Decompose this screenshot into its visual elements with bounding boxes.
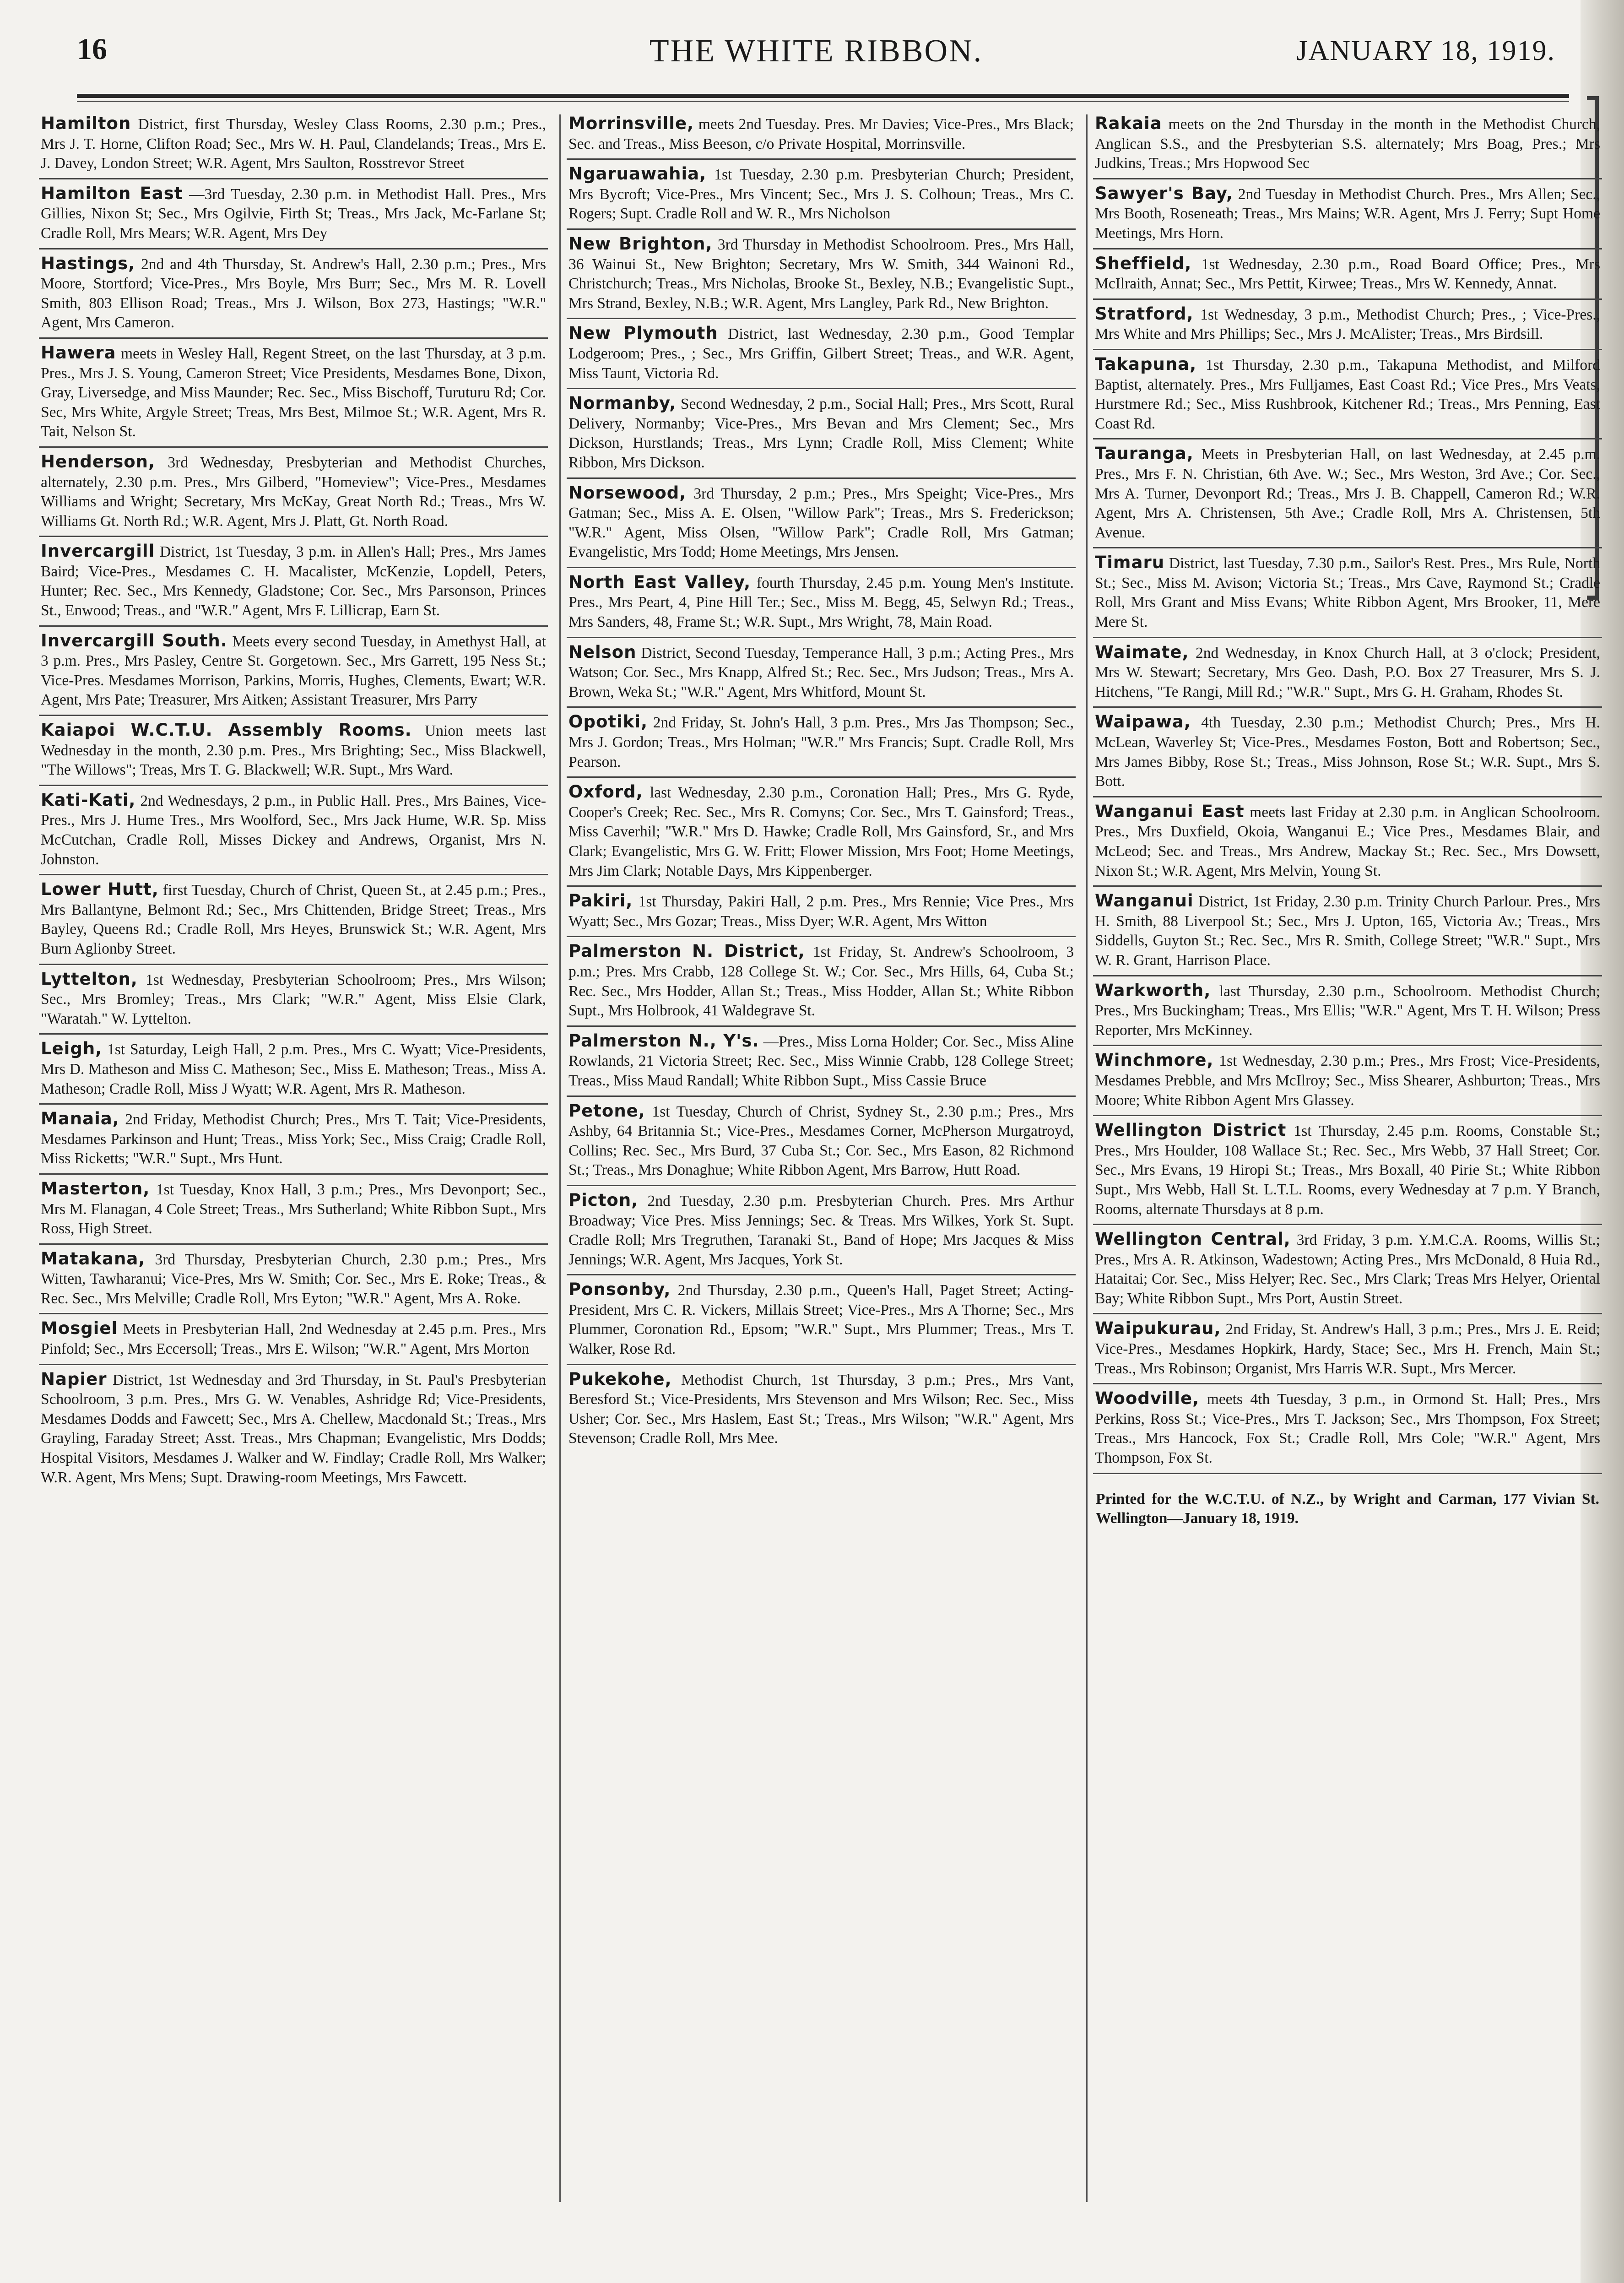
branch-details: 2nd Wednesday, in Knox Church Hall, at 3 o'clock; President, Mrs W. Stewart; Secretary, Mrs Geo. Dash, P.O. Box 27 Treasurer, Mrs S. J. Hitchens, "Te Rangi, Mill Rd.; "W.R." Supt., Mrs G. H. Graham, Rhodes St. [1095, 644, 1600, 700]
branch-name: Napier [41, 1369, 107, 1389]
branch-name: Kati-Kati, [41, 790, 136, 810]
branch-name: North East Valley, [568, 572, 751, 592]
branch-name: Woodville, [1095, 1388, 1200, 1409]
branch-name: Petone, [568, 1101, 645, 1121]
branch-details: Second Wednesday, 2 p.m., Social Hall; Pres., Mrs Scott, Rural Delivery, Normanby; Vice-Pres., Mrs Bevan and Mrs Clement; Sec., Mrs Dickson, Hurstlands; Treas., Mrs Lynn; Cradle Roll, Miss Clement; White Ribbon, Mrs Dickson. [568, 396, 1074, 471]
branch-entry [567, 112, 1076, 160]
branch-entry [567, 1278, 1076, 1365]
column-divider [1086, 114, 1088, 2202]
branch-entry [39, 878, 548, 965]
branch-entry [39, 719, 548, 786]
branch-details: 2nd Tuesday, 2.30 p.m. Presbyterian Church. Pres. Mrs Arthur Broadway; Vice Pres. Miss Jennings; Sec. & Treas. Mrs Wilkes, York St. Supt. Cradle Roll; Mrs Tregruthen, Taranaki St., Band of Hope; Mrs Jacques & Miss Jennings; W.R. Agent, Mrs Jacques, York St. [568, 1192, 1074, 1268]
branch-details: 1st Tuesday, Church of Christ, Sydney St., 2.30 p.m.; Pres., Mrs Ashby, 64 Britannia St.; Vice-Pres., Mesdames Corner, McPherson Murgatroyd, Collins; Rec. Sec., Mrs Burd, 37 Cuba St.; Cor. Sec., Mrs Eason, 82 Richmond St.; Treas., Mrs Donaghue; White Ribbon Agent, Mrs Barrow, Hutt Road. [568, 1103, 1074, 1179]
branch-entry [1093, 710, 1602, 797]
branch-entry [567, 889, 1076, 937]
branch-entry [1093, 182, 1602, 249]
branch-name: Wellington District [1095, 1120, 1287, 1140]
branch-entry [1093, 353, 1602, 439]
branch-name: Norsewood, [568, 483, 687, 503]
branch-entry [39, 1037, 548, 1105]
branch-name: Wanganui East [1095, 801, 1245, 821]
branch-name: Warkworth, [1095, 980, 1211, 1000]
branch-name: Waipawa, [1095, 712, 1191, 732]
branch-details: 2nd Thursday, 2.30 p.m., Queen's Hall, Paget Street; Acting-President, Mrs C. R. Vickers, Millais Street; Vice-Pres., Mrs A Thorne; Sec., Mrs Plummer, Coronation Rd., Epsom; "W.R." Supt., Mrs Plummer; Treas., Mrs T. Walker, Rose Rd. [568, 1282, 1074, 1358]
branch-details: meets 4th Tuesday, 3 p.m., in Ormond St. Hall; Pres., Mrs Perkins, Ross St.; Vice-Pres., Mrs T. Jackson; Sec., Mrs Thompson, Fox Street; Treas., Mrs Hancock, Fox St.; Cradle Roll, Mrs Cole; "W.R." Agent, Mrs Thompson, Fox St. [1095, 1391, 1601, 1467]
branch-entry [567, 710, 1076, 778]
branch-entry [1093, 442, 1602, 548]
column-2 [567, 112, 1076, 2195]
branch-entry [39, 450, 548, 537]
branch-entry [1093, 800, 1602, 887]
branch-details: District, 1st Friday, 2.30 p.m. Trinity Church Parlour. Pres., Mrs H. Smith, 88 Liverpool St.; Sec., Mrs J. Upton, 165, Victoria Av.; Treas., Mrs Siddells, Guyton St.; Rec. Sec., Mrs R. Smith, College Street; "W.R." Supt., Mrs W. R. Grant, Harrison Place. [1095, 893, 1600, 969]
branch-entry [39, 252, 548, 339]
branch-entry [39, 182, 548, 249]
branch-name: Pakiri, [568, 891, 633, 911]
branch-name: Hamilton [41, 114, 131, 133]
branch-entry [1093, 303, 1602, 350]
branch-details: 3rd Wednesday, Presbyterian and Methodist Churches, alternately, 2.30 p.m. Pres., Mrs Gilberd, "Homeview"; Vice-Pres., Mesdames Williams and Wright; Secretary, Mrs McKay, Great North Rd.; Treas., Mrs W. Williams Gt. North Rd.; W.R. Agent, Mrs J. Platt, Gt. North Road. [41, 454, 546, 530]
page-title: THE WHITE RIBBON. [649, 33, 983, 69]
branch-details: 1st Wednesday, 2.30 p.m., Road Board Office; Pres., Mrs McIlraith, Annat; Sec., Mrs Pettit, Kirwee; Treas., Mrs W. Kennedy, Annat. [1095, 255, 1600, 293]
branch-details: 1st Wednesday, Presbyterian Schoolroom; Pres., Mrs Wilson; Sec., Mrs Bromley; Treas., Mrs Clark; "W.R." Agent, Miss Elsie Clark, "Waratah." W. Lyttelton. [41, 971, 547, 1027]
branch-name: Sawyer's Bay, [1095, 183, 1234, 203]
branch-details: 1st Wednesday, 3 p.m., Methodist Church; Pres., ; Vice-Pres., Mrs White and Mrs Phillips; Sec., Mrs J. McAlister; Treas., Mrs Birdsill. [1095, 306, 1600, 343]
branch-entry [567, 571, 1076, 638]
column-divider [559, 114, 561, 2202]
branch-details: 2nd Wednesdays, 2 p.m., in Public Hall. Pres., Mrs Baines, Vice-Pres., Mrs J. Hume Tres., Mrs Woolford, Sec., Mrs Jack Hume, W.R. Sp. Miss McCutchan, Cradle Roll, Misses Dickey and Andrews, Organist, Mrs N. Johnston. [41, 792, 547, 868]
branch-entry [567, 1030, 1076, 1097]
branch-details: Meets every second Tuesday, in Amethyst Hall, at 3 p.m. Pres., Mrs Pasley, Centre St. Gorgetown. Sec., Mrs Garrett, 195 Ness St.; Vice-Pres. Mesdames Morrison, Parkins, Morris, Hughes, Clements, Ewart; W.R. Agent, Mrs Pate; Treasurer, Mrs Aitken; Assistant Treasurer, Mrs Parry [41, 633, 547, 709]
branch-entry [39, 629, 548, 716]
branch-entry [1093, 979, 1602, 1047]
branch-details: District, last Tuesday, 7.30 p.m., Sailor's Rest. Pres., Mrs Rule, North St.; Sec., Miss M. Avison; Victoria St.; Treas., Mrs Cave, Raymond St.; Cradle Roll, Mrs Grant and Miss Evans; White Ribbon Agent, Mrs Brooker, 11, Mere Mere St. [1095, 555, 1600, 631]
branch-details: Meets in Presbyterian Hall, 2nd Wednesday at 2.45 p.m. Pres., Mrs Pinfold; Sec., Mrs Eccersoll; Treas., Mrs E. Wilson; "W.R." Agent, Mrs Morton [41, 1321, 547, 1358]
branch-name: Pukekohe, [568, 1369, 672, 1389]
branch-entry [567, 641, 1076, 708]
branch-entry [39, 1107, 548, 1175]
branch-entry [39, 1177, 548, 1245]
branch-name: Wellington Central, [1095, 1229, 1291, 1249]
branch-name: Leigh, [41, 1039, 103, 1059]
branch-entry [1093, 641, 1602, 708]
branch-entry [1093, 1119, 1602, 1225]
header-rule-thin [77, 101, 1569, 102]
branch-entry [1093, 551, 1602, 638]
branch-details: 1st Thursday, Pakiri Hall, 2 p.m. Pres., Mrs Rennie; Vice Pres., Mrs Wyatt; Sec., Mrs Gozar; Treas., Miss Dyer; W.R. Agent, Mrs Witton [568, 893, 1074, 930]
page-number: 16 [77, 33, 107, 66]
branch-details: 3rd Thursday, Presbyterian Church, 2.30 p.m.; Pres., Mrs Witten, Tawharanui; Vice-Pres, Mrs W. Smith; Cor. Sec., Mrs E. Roke; Treas., & Rec. Sec., Mrs Melville; Cradle Roll, Mrs Eyton; "W.R." Agent, Mrs A. Roke. [41, 1251, 546, 1307]
branch-details: 1st Saturday, Leigh Hall, 2 p.m. Pres., Mrs C. Wyatt; Vice-Presidents, Mrs D. Matheson and Miss C. Matheson; Sec., Miss E. Matheson; Treas., Miss A. Matheson; Cradle Roll, Miss J Wyatt; W.R. Agent, Mrs R. Matheson. [41, 1041, 546, 1097]
branch-details: 1st Tuesday, Knox Hall, 3 p.m.; Pres., Mrs Devonport; Sec., Mrs M. Flanagan, 4 Cole Street; Treas., Mrs Sutherland; White Ribbon Supt., Mrs Ross, High Street. [41, 1181, 547, 1237]
printer-note: Printed for the W.C.T.U. of N.Z., by Wright and Carman, 177 Vivian St. Wellington—January 18, 1919. [1096, 1490, 1599, 1527]
branch-entry [567, 940, 1076, 1026]
branch-name: Hastings, [41, 253, 135, 273]
branch-details: 2nd Friday, Methodist Church; Pres., Mrs T. Tait; Vice-Presidents, Mesdames Parkinson and Hunt; Treas., Miss York; Sec., Miss Craig; Cradle Roll, Miss Ricketts; "W.R." Supt., Mrs Hunt. [41, 1111, 547, 1167]
branch-name: Wanganui [1095, 891, 1194, 911]
branch-details: 2nd Friday, St. Andrew's Hall, 3 p.m.; Pres., Mrs J. E. Reid; Vice-Pres., Mesdames Hopkirk, Hardy, Stace; Sec., Mrs H. French, Main St.; Treas., Mrs Robinson; Organist, Mrs Harris W.R. Supt., Mrs Mercer. [1095, 1321, 1600, 1377]
branch-entry [567, 1189, 1076, 1275]
branch-name: Tauranga, [1095, 444, 1194, 464]
branch-details: first Tuesday, Church of Christ, Queen St., at 2.45 p.m.; Pres., Mrs Ballantyne, Belmont Rd.; Sec., Mrs Chittenden, Bridge Street; Treas., Mrs Bayley, Queens Rd.; Cradle Roll, Mrs Heyes, Brunswick St.; W.R. Agent, Mrs Burn Aglionby Street. [41, 882, 546, 957]
page-header [77, 28, 1555, 79]
branch-details: 1st Wednesday, 2.30 p.m.; Pres., Mrs Frost; Vice-Presidents, Mesdames Prebble, and Mrs McIlroy; Sec., Miss Shearer, Ashburton; Treas., Mrs Moore; White Ribbon Agent Mrs Glassey. [1095, 1052, 1601, 1109]
page-date: JANUARY 18, 1919. [1296, 35, 1555, 66]
branch-name: Mosgiel [41, 1318, 118, 1339]
branch-entry [1093, 1228, 1602, 1314]
branch-details: 2nd Tuesday in Methodist Church. Pres., Mrs Allen; Sec., Mrs Booth, Roseneath; Treas., Mrs Mains; W.R. Agent, Mrs J. Ferry; Supt Home Meetings, Mrs Horn. [1095, 185, 1600, 242]
branch-entry [1093, 112, 1602, 179]
branch-details: meets in Wesley Hall, Regent Street, on the last Thursday, at 3 p.m. Pres., Mrs J. S. Young, Cameron Street; Vice Presidents, Mesdames Bone, Dixon, Gray, Liversedge, and Miss Maunder; Rec. Sec., Miss Bischoff, Turuturu Rd; Cor. Sec, Mrs White, Argyle Street; Treas, Mrs Best, Milmoe St.; W.R. Agent, Mrs R. Tait, Nelson St. [41, 345, 546, 440]
branch-name: Normanby, [568, 393, 677, 413]
branch-name: Waipukurau, [1095, 1318, 1221, 1339]
branch-name: Morrinsville, [568, 114, 694, 133]
branch-name: Rakaia [1095, 114, 1162, 133]
branch-details: fourth Thursday, 2.45 p.m. Young Men's Institute. Pres., Mrs Peart, 4, Pine Hill Ter.; Sec., Miss M. Begg, 45, Selwyn Rd.; Treas., Mrs Sanders, 48, Frame St.; W.R. Supt., Mrs Wright, 78, Main Road. [568, 574, 1074, 631]
branch-name: Sheffield, [1095, 253, 1192, 273]
branch-details: meets on the 2nd Thursday in the month in the Methodist Church, Anglican S.S., and the Presbyterian S.S. alternately; Mrs Boag, Pres.; Mrs Judkins, Treas.; Mrs Hopwood Sec [1095, 116, 1600, 172]
branch-entry [1093, 889, 1602, 976]
column-3 [1093, 112, 1602, 2195]
branch-details: 4th Tuesday, 2.30 p.m.; Methodist Church; Pres., Mrs H. McLean, Waverley St; Vice-Pres., Mesdames Foston, Bott and Robertson; Sec., Mrs James Bibby, Rose St.; Treas., Miss Johnson, Rose St.; W.R. Supt., Mrs S. Bott. [1095, 714, 1601, 790]
branch-entry [567, 482, 1076, 568]
branch-details: Union meets last Wednesday in the month, 2.30 p.m. Pres., Mrs Brighting; Sec., Miss Blackwell, "The Willows"; Treas, Mrs T. G. Blackwell; W.R. Supt., Mrs Ward. [41, 722, 546, 779]
branch-details: 2nd Friday, St. John's Hall, 3 p.m. Pres., Mrs Jas Thompson; Sec., Mrs J. Gordon; Treas., Mrs Holman; "W.R." Mrs Francis; Supt. Cradle Roll, Mrs Pearson. [568, 714, 1074, 770]
branch-details: —Pres., Miss Lorna Holder; Cor. Sec., Miss Aline Rowlands, 21 Victoria Street; Rec. Sec., Miss Winnie Crabb, 128 College Street; Treas., Miss Maud Randall; White Ribbon Supt., Miss Cassie Bruce [568, 1033, 1074, 1089]
branch-details: 1st Thursday, 2.45 p.m. Rooms, Constable St.; Pres., Mrs Houlder, 108 Wallace St.; Rec. Sec., Mrs Webb, 37 Hall Street; Cor. Sec., Mrs Evans, 19 Hiropi St.; Treas., Mrs Boxall, 40 Pirie St.; White Ribbon Supt., Mrs Webb, Hall St. L.T.L. Rooms, every Wednesday at 7 p.m. Y Branch, Rooms, alternate Thursdays at 8 p.m. [1095, 1123, 1600, 1218]
branch-details: District, 1st Tuesday, 3 p.m. in Allen's Hall; Pres., Mrs James Baird; Vice-Pres., Mesdames C. H. Macalister, McKenzie, Lopdell, Peters, Hunter; Rec. Sec., Mrs Kennedy, Gladstone; Cor. Sec., Mrs Parsonson, Princes St., Enwood; Treas., and "W.R." Agent, Mrs F. Lillicrap, Earn St. [41, 543, 547, 619]
branch-name: Kaiapoi W.C.T.U. Assembly Rooms. [41, 720, 412, 740]
branch-entry [1093, 1317, 1602, 1384]
branch-name: Nelson [568, 642, 637, 662]
branch-name: New Plymouth [568, 323, 718, 343]
branch-name: Henderson, [41, 451, 156, 472]
branch-details: meets 2nd Tuesday. Pres. Mr Davies; Vice-Pres., Mrs Black; Sec. and Treas., Miss Beeson, c/o Private Hospital, Morrinsville. [568, 116, 1074, 152]
branch-entry [1093, 1049, 1602, 1116]
branch-entry [39, 1317, 548, 1365]
column-1 [39, 112, 548, 2195]
branch-entry [567, 1100, 1076, 1186]
branch-name: Palmerston N. District, [568, 941, 805, 961]
branch-details: Methodist Church, 1st Thursday, 3 p.m.; Pres., Mrs Vant, Beresford St.; Vice-Presidents, Mrs Stevenson and Mrs Wilson; Rec. Sec., Miss Usher; Cor. Sec., Mrs Haslem, East St.; Treas., Mrs Wilson; "W.R." Agent, Mrs Stevenson; Cradle Roll, Mrs Mee. [568, 1371, 1074, 1447]
branch-entry [39, 789, 548, 875]
header-rule [77, 94, 1569, 98]
branch-details: 1st Friday, St. Andrew's Schoolroom, 3 p.m.; Pres. Mrs Crabb, 128 College St. W.; Cor. Sec., Mrs Hills, 64, Cuba St.; Rec. Sec., Mrs Hodder, Allan St.; Treas., Miss Hodder, Allan St.; White Ribbon Supt., Mrs Holbrook, 41 Waldegrave St. [568, 944, 1074, 1019]
branch-entry [567, 322, 1076, 389]
branch-details: District, 1st Wednesday and 3rd Thursday, in St. Paul's Presbyterian Schoolroom, 3 p.m. Pres., Mrs G. W. Venables, Ashridge Rd; Vice-Presidents, Mesdames Dodds and Fawcett; Sec., Mrs A. Chellew, Macdonald St.; Treas., Mrs Grayling, Faraday Street; Asst. Treas., Mrs Chapman; Evangelistic, Mrs Dodds; Hospital Visitors, Mesdames J. Walker and W. Findlay; Cradle Roll, Mrs Walker; W.R. Agent, Mrs Mens; Supt. Drawing-room Meetings, Mrs Fawcett. [41, 1371, 547, 1486]
branch-details: 1st Tuesday, 2.30 p.m. Presbyterian Church; President, Mrs Bycroft; Vice-Pres., Mrs Vincent; Sec., Mrs J. S. Colhoun; Treas., Mrs C. Rogers; Supt. Cradle Roll and W. R., Mrs Nicholson [568, 166, 1074, 222]
branch-details: meets last Friday at 2.30 p.m. in Anglican Schoolroom. Pres., Mrs Duxfield, Okoia, Wanganui E.; Vice Pres., Mesdames Blair, and McLeod; Sec. and Treas., Mrs Andrew, Mackay St.; Rec. Sec., Mrs Dowsett, Nixon St.; W.R. Agent, Mrs Melvin, Young St. [1095, 803, 1600, 879]
branch-details: 1st Thursday, 2.30 p.m., Takapuna Methodist, and Milford Baptist, alternately. Pres., Mrs Fulljames, East Coast Rd.; Vice Pres., Mrs Veats, Hurstmere Rd.; Sec., Miss Rushbrook, Kitchener Rd.; Treas., Mrs Penning, East Coast Rd. [1095, 356, 1601, 432]
branch-entry [39, 1247, 548, 1315]
branch-entry [1093, 252, 1602, 300]
branch-entry [567, 781, 1076, 887]
branch-entry [39, 1368, 548, 1492]
branch-name: Hamilton East [41, 183, 183, 203]
branch-entry [39, 968, 548, 1035]
branch-name: Ngaruawahia, [568, 164, 707, 184]
branch-details: District, first Thursday, Wesley Class Rooms, 2.30 p.m.; Pres., Mrs J. T. Horne, Clifton Road; Sec., Mrs W. H. Paul, Clandelands; Treas., Mrs E. J. Davey, London Street; W.R. Agent, Mrs Saulton, Rosstrevor Street [41, 116, 547, 172]
branch-name: Picton, [568, 1190, 639, 1210]
branch-entry [39, 342, 548, 448]
branch-details: 2nd and 4th Thursday, St. Andrew's Hall, 2.30 p.m.; Pres., Mrs Moore, Stortford; Vice-Pres., Mrs Boyle, Mrs Burr; Sec., Mrs M. R. Lovell Smith, 803 Ellison Road; Treas., Mrs J. Wilson, Box 273, Hastings; "W.R." Agent, Mrs Cameron. [41, 255, 547, 331]
branch-name: Timaru [1095, 553, 1165, 573]
branch-name: Opotiki, [568, 712, 648, 732]
branch-name: Invercargill [41, 541, 155, 561]
branch-details: last Thursday, 2.30 p.m., Schoolroom. Methodist Church; Pres., Mrs Buckingham; Treas., Mrs Ellis; "W.R." Agent, Mrs T. H. Wilson; Press Reporter, Mrs McKinney. [1095, 982, 1600, 1039]
branch-entry [567, 163, 1076, 230]
branch-details: District, last Wednesday, 2.30 p.m., Good Templar Lodgeroom; Pres., ; Sec., Mrs Griffin, Gilbert Street; Treas., and W.R. Agent, Miss Taunt, Victoria Rd. [568, 325, 1074, 382]
branch-details: 3rd Thursday in Methodist Schoolroom. Pres., Mrs Hall, 36 Wainui St., New Brighton; Secretary, Mrs W. Smith, 344 Wainoni Rd., Christchurch; Treas., Mrs Nicholas, Brooke St., Bexley, N.B.; Evangelistic Supt., Mrs Strand, Bexley, N.B.; W.R. Agent, Mrs Langley, Park Rd., New Brighton. [568, 236, 1074, 312]
branch-entry [567, 1368, 1076, 1453]
branch-details: —3rd Tuesday, 2.30 p.m. in Methodist Hall. Pres., Mrs Gillies, Nixon St; Sec., Mrs Ogilvie, Firth St; Treas., Mrs Jack, Mc-Farlane St; Cradle Roll, Mrs Mears; W.R. Agent, Mrs Dey [41, 185, 547, 242]
branch-name: Winchmore, [1095, 1050, 1214, 1070]
branch-details: Meets in Presbyterian Hall, on last Wednesday, at 2.45 p.m. Pres., Mrs F. N. Christian, 6th Ave. W.; Sec., Mrs Weston, 3rd Ave.; Cor. Sec., Mrs A. Turner, Devonport Rd.; Treas., Mrs J. B. Chappell, Cameron Rd.; W.R. Agent, Mrs A. Christensen, 5th Ave.; Cradle Roll, Mrs A. Christensen, 5th Avenue. [1095, 446, 1601, 541]
branch-entry [567, 233, 1076, 319]
branch-details: 3rd Thursday, 2 p.m.; Pres., Mrs Speight; Vice-Pres., Mrs Gatman; Sec., Miss A. E. Olsen, "Willow Park"; Treas., Mrs S. Frederickson; "W.R." Agent, Miss Olsen, "Willow Park"; Cradle Roll, Mrs Gatman; Evangelistic, Mrs Todd; Home Meetings, Mrs Jensen. [568, 485, 1074, 561]
branch-name: Ponsonby, [568, 1280, 671, 1300]
branch-name: Lower Hutt, [41, 879, 159, 900]
branch-entry [39, 540, 548, 626]
branch-details: last Wednesday, 2.30 p.m., Coronation Hall; Pres., Mrs G. Ryde, Cooper's Creek; Rec. Sec., Mrs R. Comyns; Cor. Sec., Mrs T. Gainsford; Treas., Miss Caverhil; "W.R." Mrs D. Hawke; Cradle Roll, Mrs Gainsford, Sr., and Mrs Clark; Evangelistic, Mrs G. W. Fritt; Flower Mission, Mrs Foot; Home Meetings, Mrs Jim Clark; Notable Days, Mrs Kippenberger. [568, 784, 1074, 879]
branch-name: Palmerston N., Y's. [568, 1030, 759, 1051]
branch-entry [1093, 1387, 1602, 1474]
branch-entry [39, 112, 548, 179]
branch-name: Stratford, [1095, 304, 1194, 324]
branch-name: Masterton, [41, 1178, 150, 1198]
branch-name: Oxford, [568, 782, 643, 802]
branch-details: 3rd Friday, 3 p.m. Y.M.C.A. Rooms, Willis St.; Pres., Mrs A. R. Atkinson, Wadestown; Acting Pres., Mrs McDonald, 8 Huia Rd., Hataitai; Cor. Sec., Miss Helyer; Rec. Sec., Mrs Clark; Treas Mrs Helyer, Oriental Bay; White Ribbon Supt., Mrs Port, Austin Street. [1095, 1231, 1600, 1307]
branch-name: Hawera [41, 342, 116, 363]
branch-name: Takapuna, [1095, 354, 1197, 374]
branch-name: Matakana, [41, 1248, 146, 1269]
branch-name: Manaia, [41, 1109, 119, 1129]
branch-name: Waimate, [1095, 642, 1189, 662]
branch-name: Invercargill South. [41, 630, 227, 651]
branch-entry [567, 392, 1076, 478]
branch-name: New Brighton, [568, 233, 713, 254]
branch-name: Lyttelton, [41, 969, 138, 989]
branch-details: District, Second Tuesday, Temperance Hall, 3 p.m.; Acting Pres., Mrs Watson; Cor. Sec., Mrs Knapp, Alfred St.; Rec. Sec., Mrs Judson; Treas., Mrs A. Brown, Weka St.; "W.R." Agent, Mrs Whitford, Mount St. [568, 644, 1074, 700]
